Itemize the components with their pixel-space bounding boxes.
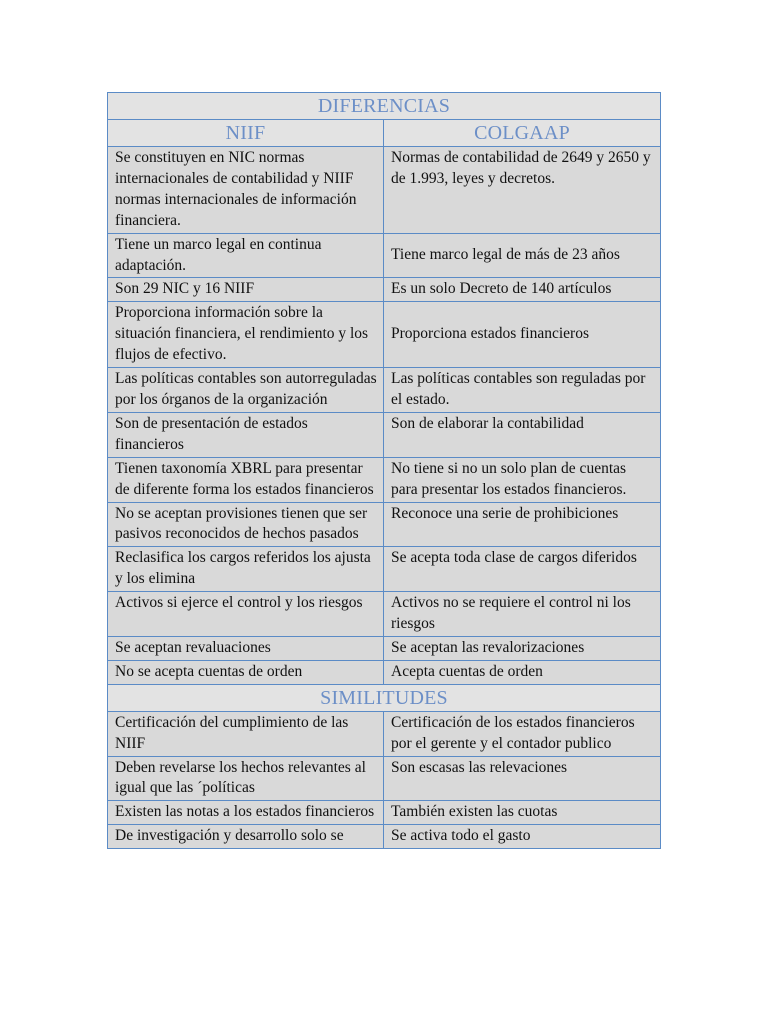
colgaap-cell: Normas de contabilidad de 2649 y 2650 y de 1.993, leyes y decretos. xyxy=(384,147,661,234)
niif-cell: Existen las notas a los estados financieros xyxy=(108,801,384,825)
table-row xyxy=(108,801,661,825)
niif-cell: Son 29 NIC y 16 NIIF xyxy=(108,278,384,302)
table-row xyxy=(108,302,661,368)
colgaap-cell: Proporciona estados financieros xyxy=(384,302,661,368)
colgaap-cell: Activos no se requiere el control ni los riesgos xyxy=(384,592,661,637)
colgaap-cell: Se aceptan las revalorizaciones xyxy=(384,636,661,660)
colgaap-cell: Es un solo Decreto de 140 artículos xyxy=(384,278,661,302)
niif-cell: Proporciona información sobre la situación financiera, el rendimiento y los flujos de efectivo. xyxy=(108,302,384,368)
table-row xyxy=(108,825,661,849)
table-row xyxy=(108,547,661,592)
niif-cell: Tiene un marco legal en continua adaptación. xyxy=(108,233,384,278)
table-row xyxy=(108,457,661,502)
niif-cell: De investigación y desarrollo solo se xyxy=(108,825,384,849)
colgaap-cell: No tiene si no un solo plan de cuentas para presentar los estados financieros. xyxy=(384,457,661,502)
colgaap-cell: Acepta cuentas de orden xyxy=(384,660,661,684)
comparison-table xyxy=(107,92,661,849)
colgaap-column-header: COLGAAP xyxy=(384,120,661,147)
colgaap-cell: Se acepta toda clase de cargos diferidos xyxy=(384,547,661,592)
column-header-row xyxy=(108,120,661,147)
table-row xyxy=(108,147,661,234)
niif-cell: Reclasifica los cargos referidos los ajusta y los elimina xyxy=(108,547,384,592)
table-row xyxy=(108,233,661,278)
niif-cell: No se aceptan provisiones tienen que ser pasivos reconocidos de hechos pasados xyxy=(108,502,384,547)
table-row xyxy=(108,278,661,302)
colgaap-cell: Son de elaborar la contabilidad xyxy=(384,412,661,457)
niif-cell: Deben revelarse los hechos relevantes al igual que las ´políticas xyxy=(108,756,384,801)
colgaap-cell: Tiene marco legal de más de 23 años xyxy=(384,233,661,278)
niif-cell: Se aceptan revaluaciones xyxy=(108,636,384,660)
colgaap-cell: También existen las cuotas xyxy=(384,801,661,825)
differences-title: DIFERENCIAS xyxy=(108,93,661,120)
similarities-title: SIMILITUDES xyxy=(108,684,661,711)
table-row xyxy=(108,368,661,413)
table-row xyxy=(108,711,661,756)
table-row xyxy=(108,756,661,801)
niif-cell: Las políticas contables son autorreguladas por los órganos de la organización xyxy=(108,368,384,413)
table-row xyxy=(108,502,661,547)
title-row xyxy=(108,93,661,120)
niif-cell: Certificación del cumplimiento de las NIIF xyxy=(108,711,384,756)
niif-column-header: NIIF xyxy=(108,120,384,147)
colgaap-cell: Reconoce una serie de prohibiciones xyxy=(384,502,661,547)
table-row xyxy=(108,660,661,684)
table-row xyxy=(108,592,661,637)
colgaap-cell: Son escasas las relevaciones xyxy=(384,756,661,801)
colgaap-cell: Certificación de los estados financieros por el gerente y el contador publico xyxy=(384,711,661,756)
colgaap-cell: Se activa todo el gasto xyxy=(384,825,661,849)
table-row xyxy=(108,636,661,660)
niif-cell: Son de presentación de estados financieros xyxy=(108,412,384,457)
table-row xyxy=(108,412,661,457)
title-row xyxy=(108,684,661,711)
niif-cell: Tienen taxonomía XBRL para presentar de diferente forma los estados financieros xyxy=(108,457,384,502)
niif-cell: Se constituyen en NIC normas internacionales de contabilidad y NIIF normas internacionales de información financiera. xyxy=(108,147,384,234)
niif-cell: No se acepta cuentas de orden xyxy=(108,660,384,684)
colgaap-cell: Las políticas contables son reguladas por el estado. xyxy=(384,368,661,413)
niif-cell: Activos si ejerce el control y los riesgos xyxy=(108,592,384,637)
